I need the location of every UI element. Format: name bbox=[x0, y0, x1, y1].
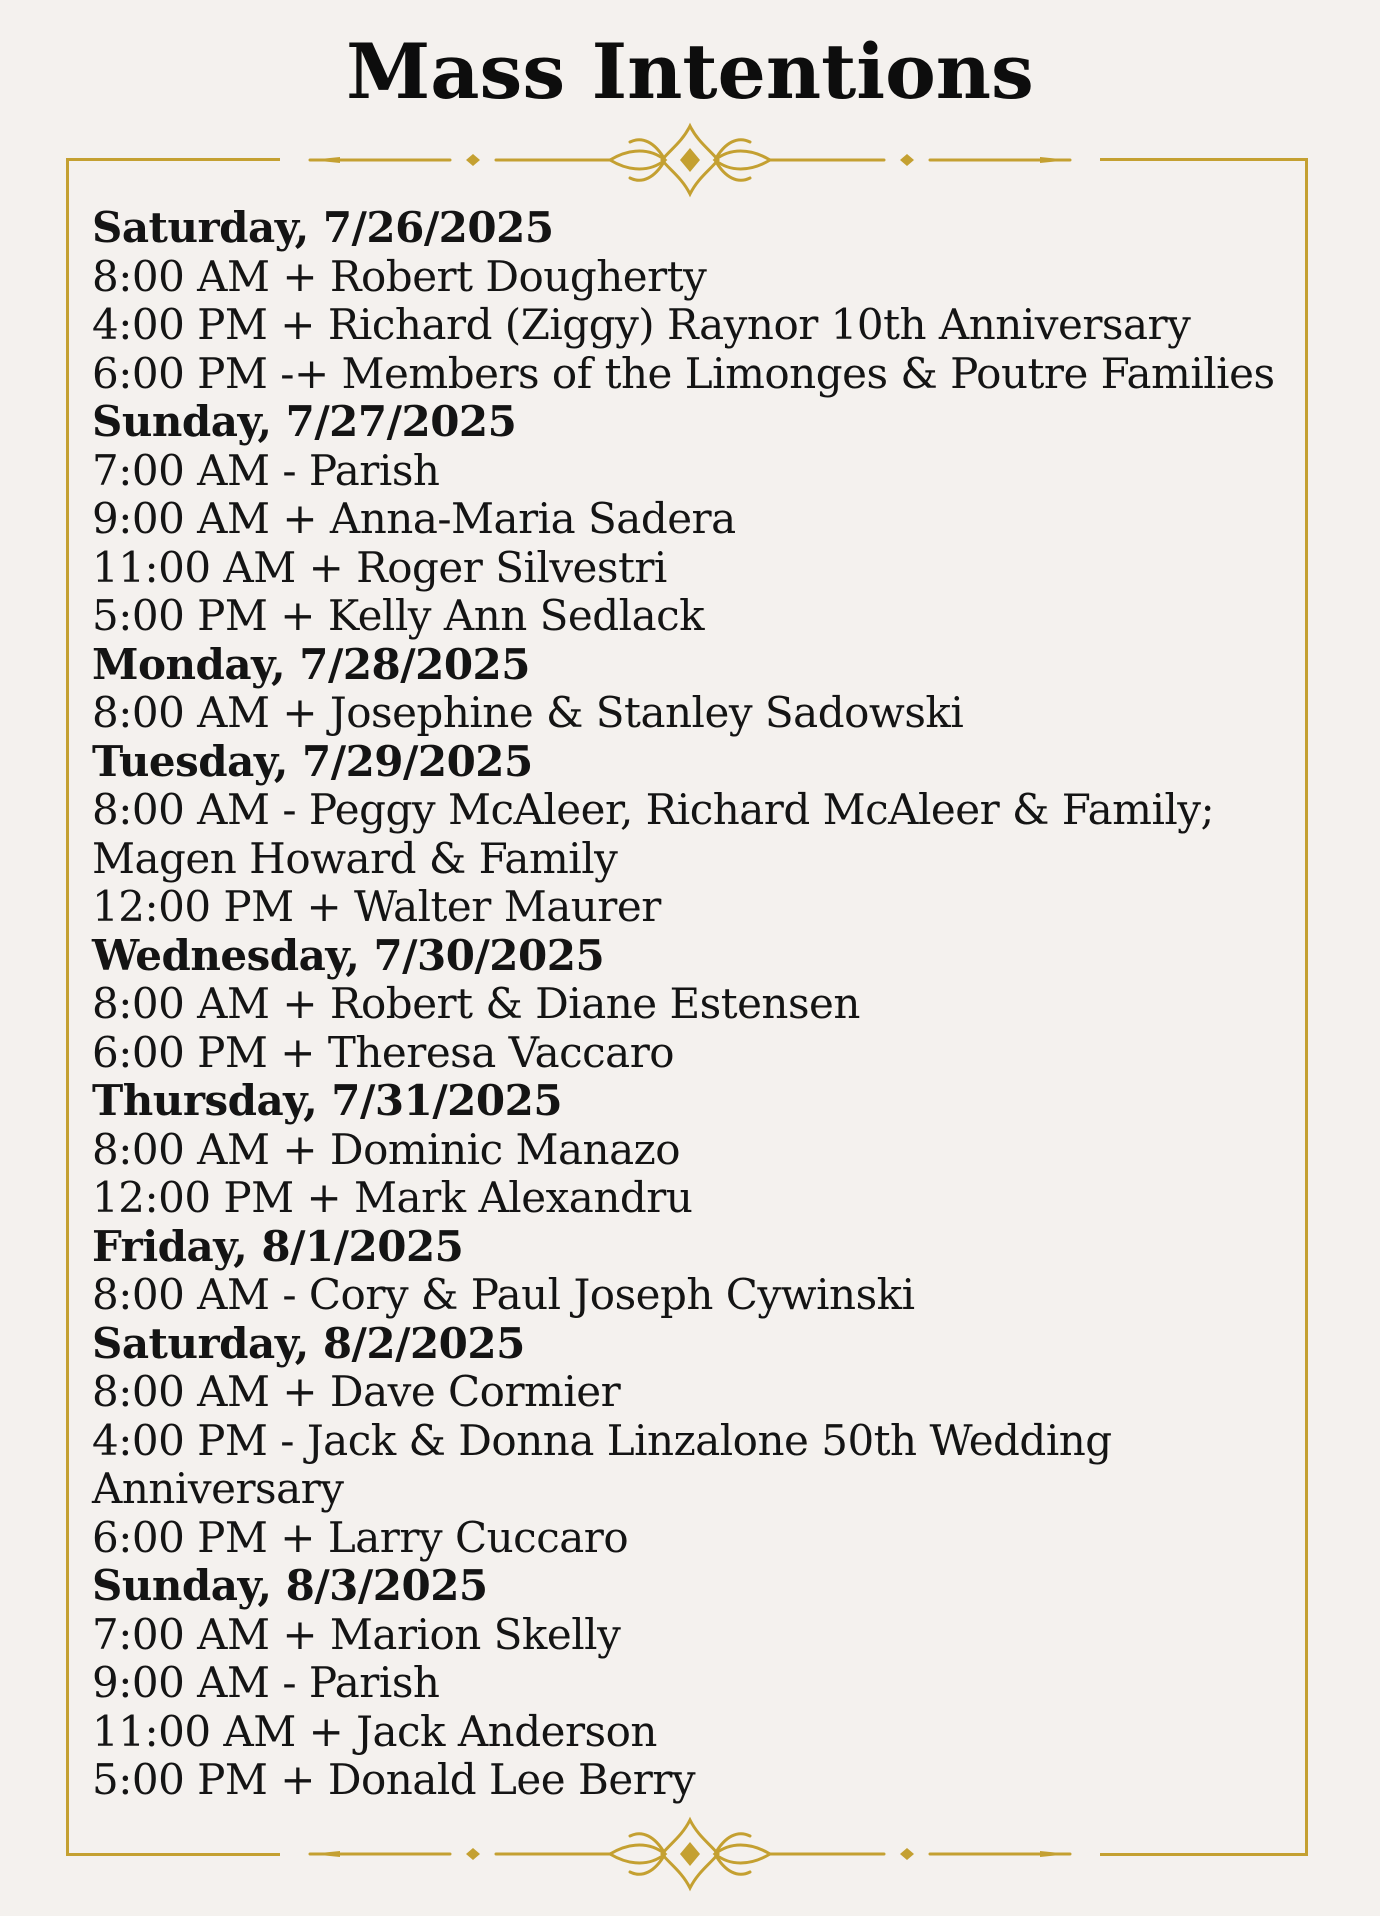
intention-item: 9:00 AM - Parish bbox=[92, 1658, 440, 1707]
intention-item: 7:00 AM + Marion Skelly bbox=[92, 1609, 621, 1659]
intention-item: 6:00 PM -+ Members of the Limonges & Poutre Families bbox=[92, 348, 1275, 398]
bottom-flourish-ornament bbox=[270, 1814, 1110, 1894]
day-heading: Wednesday, 7/30/2025 bbox=[92, 930, 605, 980]
day-heading: Sunday, 8/3/2025 bbox=[92, 1561, 488, 1610]
intention-item: 4:00 PM + Richard (Ziggy) Raynor 10th Anniversary bbox=[92, 300, 1191, 349]
intention-item: 7:00 AM - Parish bbox=[92, 445, 440, 495]
intention-item: 8:00 AM + Robert & Diane Estensen bbox=[92, 979, 860, 1028]
page-title: Mass Intentions bbox=[346, 27, 1034, 116]
intention-item: 8:00 AM + Robert Dougherty bbox=[92, 251, 707, 301]
intention-item: 5:00 PM + Donald Lee Berry bbox=[92, 1755, 696, 1804]
day-heading: Saturday, 7/26/2025 bbox=[92, 203, 554, 252]
day-heading: Sunday, 7/27/2025 bbox=[92, 397, 517, 446]
intention-item: 8:00 AM - Cory & Paul Joseph Cywinski bbox=[92, 1270, 915, 1319]
intentions-list bbox=[92, 204, 1292, 1805]
intention-item: 8:00 AM + Dominic Manazo bbox=[92, 1124, 681, 1174]
intention-item: 12:00 PM + Walter Maurer bbox=[92, 882, 661, 931]
intention-item: 6:00 PM + Larry Cuccaro bbox=[92, 1512, 629, 1562]
intention-item: 11:00 AM + Roger Silvestri bbox=[92, 542, 667, 592]
intention-item: 5:00 PM + Kelly Ann Sedlack bbox=[92, 591, 705, 640]
day-heading: Thursday, 7/31/2025 bbox=[92, 1076, 563, 1125]
intention-item: 8:00 AM + Josephine & Stanley Sadowski bbox=[92, 688, 964, 737]
day-heading: Tuesday, 7/29/2025 bbox=[92, 736, 533, 786]
intention-item: 11:00 AM + Jack Anderson bbox=[92, 1706, 657, 1756]
intention-item: 12:00 PM + Mark Alexandru bbox=[92, 1173, 693, 1222]
day-heading: Monday, 7/28/2025 bbox=[92, 639, 530, 689]
intention-item: 9:00 AM + Anna-Maria Sadera bbox=[92, 494, 736, 543]
top-flourish-ornament bbox=[270, 120, 1110, 200]
intention-item: 6:00 PM + Theresa Vaccaro bbox=[92, 1027, 675, 1077]
day-heading: Saturday, 8/2/2025 bbox=[92, 1318, 525, 1368]
intention-item: 8:00 AM + Dave Cormier bbox=[92, 1367, 621, 1416]
intention-item: 4:00 PM - Jack & Donna Linzalone 50th Wedding Anniversary bbox=[92, 1415, 1112, 1513]
day-heading: Friday, 8/1/2025 bbox=[92, 1221, 464, 1271]
intention-item: 8:00 AM - Peggy McAleer, Richard McAleer & Family; Magen Howard & Family bbox=[92, 785, 1215, 883]
